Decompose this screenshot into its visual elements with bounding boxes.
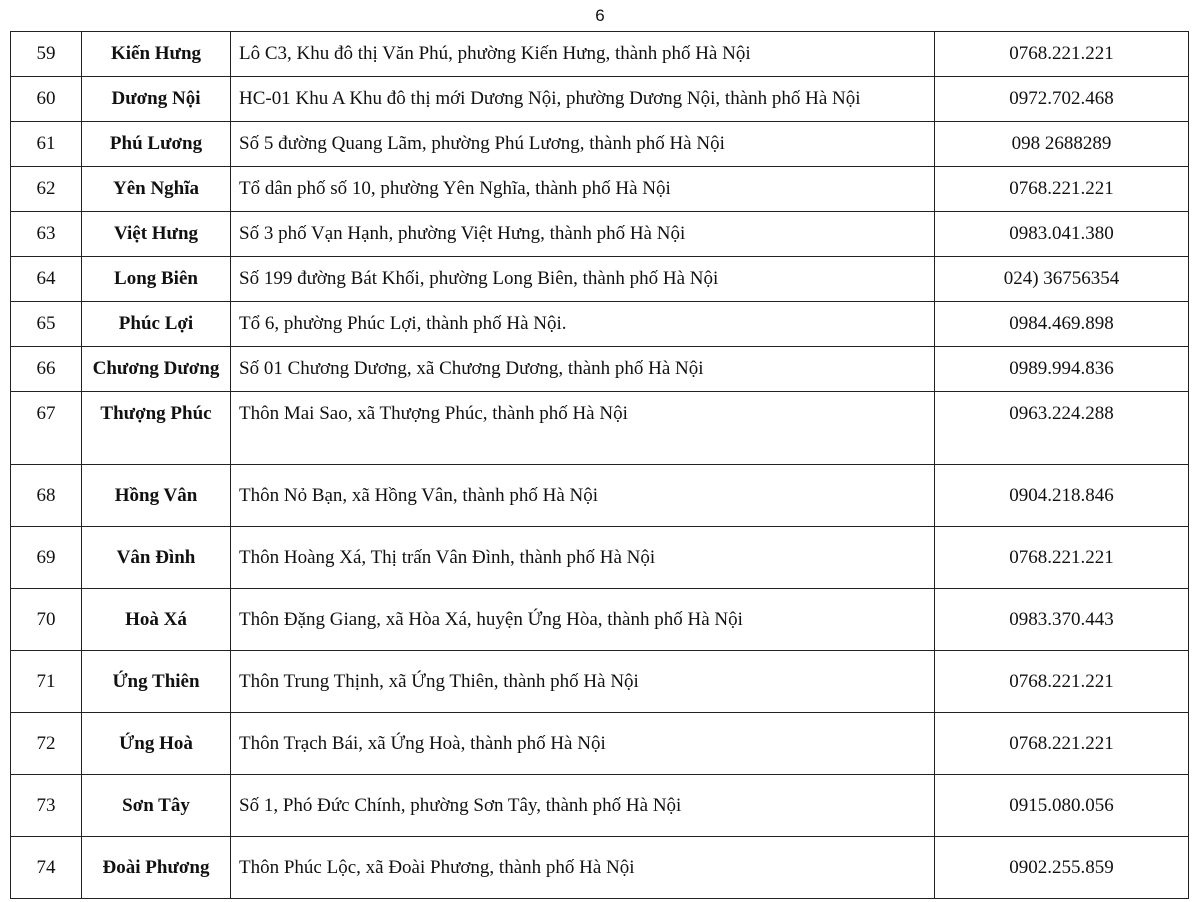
phone-cell: 0989.994.836 <box>935 347 1189 392</box>
office-listing-table <box>10 31 1189 899</box>
row-number: 64 <box>11 257 82 302</box>
table-row <box>11 837 1189 899</box>
address-cell: Thôn Mai Sao, xã Thượng Phúc, thành phố Hà Nội <box>231 392 935 465</box>
row-number: 74 <box>11 837 82 899</box>
address-cell: Thôn Nỏ Bạn, xã Hồng Vân, thành phố Hà Nội <box>231 465 935 527</box>
address-cell: Số 01 Chương Dương, xã Chương Dương, thành phố Hà Nội <box>231 347 935 392</box>
phone-cell: 0768.221.221 <box>935 651 1189 713</box>
address-cell: Số 1, Phó Đức Chính, phường Sơn Tây, thành phố Hà Nội <box>231 775 935 837</box>
table-row <box>11 775 1189 837</box>
table-row <box>11 257 1189 302</box>
phone-cell: 0983.370.443 <box>935 589 1189 651</box>
ward-name: Vân Đình <box>82 527 231 589</box>
ward-name: Việt Hưng <box>82 212 231 257</box>
address-cell: HC-01 Khu A Khu đô thị mới Dương Nội, phường Dương Nội, thành phố Hà Nội <box>231 77 935 122</box>
phone-cell: 098 2688289 <box>935 122 1189 167</box>
row-number: 61 <box>11 122 82 167</box>
ward-name: Yên Nghĩa <box>82 167 231 212</box>
phone-cell: 0904.218.846 <box>935 465 1189 527</box>
table-row <box>11 212 1189 257</box>
table-row <box>11 527 1189 589</box>
address-cell: Thôn Trạch Bái, xã Ứng Hoà, thành phố Hà Nội <box>231 713 935 775</box>
table-row <box>11 392 1189 465</box>
row-number: 65 <box>11 302 82 347</box>
phone-cell: 0963.224.288 <box>935 392 1189 465</box>
phone-cell: 0768.221.221 <box>935 32 1189 77</box>
ward-name: Sơn Tây <box>82 775 231 837</box>
ward-name: Ứng Hoà <box>82 713 231 775</box>
row-number: 59 <box>11 32 82 77</box>
row-number: 67 <box>11 392 82 465</box>
row-number: 62 <box>11 167 82 212</box>
page-number: 6 <box>595 6 605 25</box>
table-row <box>11 32 1189 77</box>
table-row <box>11 167 1189 212</box>
phone-cell: 0768.221.221 <box>935 527 1189 589</box>
row-number: 72 <box>11 713 82 775</box>
phone-cell: 0902.255.859 <box>935 837 1189 899</box>
row-number: 70 <box>11 589 82 651</box>
address-cell: Thôn Phúc Lộc, xã Đoài Phương, thành phố Hà Nội <box>231 837 935 899</box>
address-cell: Lô C3, Khu đô thị Văn Phú, phường Kiến Hưng, thành phố Hà Nội <box>231 32 935 77</box>
row-number: 66 <box>11 347 82 392</box>
row-number: 69 <box>11 527 82 589</box>
address-cell: Số 5 đường Quang Lãm, phường Phú Lương, thành phố Hà Nội <box>231 122 935 167</box>
phone-cell: 024) 36756354 <box>935 257 1189 302</box>
phone-cell: 0983.041.380 <box>935 212 1189 257</box>
table-row <box>11 465 1189 527</box>
table-row <box>11 713 1189 775</box>
row-number: 71 <box>11 651 82 713</box>
ward-name: Dương Nội <box>82 77 231 122</box>
ward-name: Long Biên <box>82 257 231 302</box>
address-cell: Thôn Hoàng Xá, Thị trấn Vân Đình, thành phố Hà Nội <box>231 527 935 589</box>
ward-name: Phú Lương <box>82 122 231 167</box>
address-cell: Tổ 6, phường Phúc Lợi, thành phố Hà Nội. <box>231 302 935 347</box>
ward-name: Hồng Vân <box>82 465 231 527</box>
table-row <box>11 122 1189 167</box>
phone-cell: 0915.080.056 <box>935 775 1189 837</box>
row-number: 68 <box>11 465 82 527</box>
ward-name: Hoà Xá <box>82 589 231 651</box>
table-row <box>11 77 1189 122</box>
row-number: 73 <box>11 775 82 837</box>
table-row <box>11 347 1189 392</box>
address-cell: Tổ dân phố số 10, phường Yên Nghĩa, thành phố Hà Nội <box>231 167 935 212</box>
address-cell: Thôn Đặng Giang, xã Hòa Xá, huyện Ứng Hòa, thành phố Hà Nội <box>231 589 935 651</box>
ward-name: Phúc Lợi <box>82 302 231 347</box>
phone-cell: 0984.469.898 <box>935 302 1189 347</box>
ward-name: Ứng Thiên <box>82 651 231 713</box>
address-cell: Số 199 đường Bát Khối, phường Long Biên, thành phố Hà Nội <box>231 257 935 302</box>
phone-cell: 0768.221.221 <box>935 713 1189 775</box>
phone-cell: 0768.221.221 <box>935 167 1189 212</box>
ward-name: Thượng Phúc <box>82 392 231 465</box>
row-number: 60 <box>11 77 82 122</box>
row-number: 63 <box>11 212 82 257</box>
ward-name: Kiến Hưng <box>82 32 231 77</box>
address-cell: Thôn Trung Thịnh, xã Ứng Thiên, thành phố Hà Nội <box>231 651 935 713</box>
phone-cell: 0972.702.468 <box>935 77 1189 122</box>
ward-name: Đoài Phương <box>82 837 231 899</box>
table-row <box>11 651 1189 713</box>
table-row <box>11 302 1189 347</box>
address-cell: Số 3 phố Vạn Hạnh, phường Việt Hưng, thành phố Hà Nội <box>231 212 935 257</box>
ward-name: Chương Dương <box>82 347 231 392</box>
table-row <box>11 589 1189 651</box>
